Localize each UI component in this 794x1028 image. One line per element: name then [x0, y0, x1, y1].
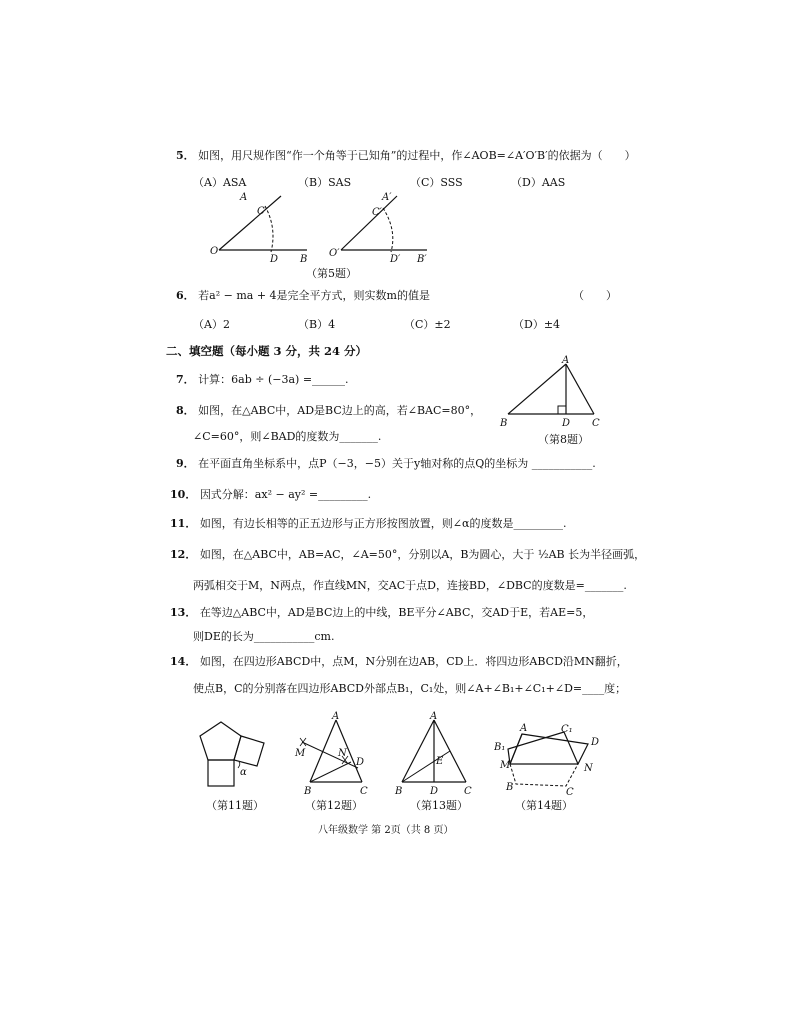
- q14-text-line2: 使点B，C的分别落在四边形ABCD外部点B₁，C₁处，则∠A+∠B₁+∠C₁+∠D=____度；: [193, 682, 627, 695]
- q14-stem-line1: 14． 如图，在四边形ABCD中，点M，N分别在边AB，CD上．将四边形ABCD沿MN翻折，: [170, 655, 628, 668]
- q6-option-c: （C）±2: [404, 318, 451, 331]
- q5-figure: [205, 188, 445, 268]
- q7-stem: 7． 计算：6ab ÷ (−3a) =______.: [176, 373, 349, 386]
- q5-number: 5: [176, 149, 184, 162]
- q5-option-b: （B）SAS: [298, 176, 352, 189]
- q8-label-d: D: [562, 418, 571, 429]
- q12-caption: （第12题）: [305, 799, 363, 812]
- q13-label-a: A: [430, 711, 438, 722]
- q12-figure: [292, 710, 372, 796]
- q8-figure: [498, 354, 608, 430]
- q13-label-c: C: [464, 786, 472, 796]
- q6-answer-paren: （ ）: [573, 289, 617, 302]
- q5-fig2-label-b: B′: [417, 254, 427, 265]
- q12-label-m: M: [295, 748, 306, 759]
- q5-fig2-label-d: D′: [390, 254, 401, 265]
- q10-text: 因式分解：ax² − ay² =_________.: [199, 488, 372, 501]
- q5-fig1-label-b: B: [300, 254, 308, 265]
- q14-label-b1: B₁: [494, 742, 506, 753]
- q5-figure-left: [210, 192, 307, 265]
- q11-text: 如图，有边长相等的正五边形与正方形按图放置，则∠α的度数是_________.: [199, 517, 567, 530]
- q11-number: 11: [170, 517, 186, 530]
- q13-text-line2: 则DE的长为___________cm.: [193, 630, 335, 643]
- q8-label-b: B: [500, 418, 508, 429]
- q12-text-line2: 两弧相交于M，N两点，作直线MN，交AC于点D，连接BD，∠DBC的度数是=_______.: [193, 579, 627, 592]
- q10-stem: 10． 因式分解：ax² − ay² =_________.: [170, 488, 372, 501]
- q12-label-a: A: [332, 711, 340, 722]
- section-2-title: 二、填空题（每小题 3 分，共 24 分）: [166, 344, 368, 358]
- q5-fig2-label-o: O′: [329, 248, 340, 259]
- q5-fig1-label-d: D: [270, 254, 279, 265]
- q5-stem: 5． 如图，用尺规作图“作一个角等于已知角”的过程中，作∠AOB=∠A′O′B′的依据为（ ）: [176, 149, 636, 162]
- q9-text: 在平面直角坐标系中，点P（−3，−5）关于y轴对称的点Q的坐标为 ___________.: [198, 457, 596, 470]
- q12-label-n: N: [338, 748, 347, 759]
- q12-text-line1: 如图，在△ABC中，AB=AC，∠A=50°，分别以A，B为圆心，大于 ½AB 长为半径画弧，: [199, 548, 646, 561]
- q8-stem-line1: 8． 如图，在△ABC中，AD是BC边上的高，若∠BAC=80°，: [176, 404, 482, 417]
- q13-label-b: B: [395, 786, 403, 796]
- q13-text-line1: 在等边△ABC中，AD是BC边上的中线，BE平分∠ABC，交AD于E，若AE=5，: [199, 606, 594, 619]
- q14-figure: [494, 716, 606, 796]
- q5-caption: （第5题）: [306, 267, 357, 280]
- q5-text: 如图，用尺规作图“作一个角等于已知角”的过程中，作∠AOB=∠A′O′B′的依据为（ ）: [198, 149, 636, 162]
- q13-label-e: E: [436, 756, 444, 767]
- q11-stem: 11． 如图，有边长相等的正五边形与正方形按图放置，则∠α的度数是_________.: [170, 517, 567, 530]
- q11-pentagon: [200, 722, 241, 760]
- q14-caption: （第14题）: [515, 799, 573, 812]
- q14-label-b: B: [506, 782, 514, 793]
- q5-fig1-label-a: A: [240, 192, 248, 203]
- q12-stem-line1: 12． 如图，在△ABC中，AB=AC，∠A=50°，分别以A，B为圆心，大于 ½AB 长为半径画弧，: [170, 548, 646, 561]
- q7-number: 7: [176, 373, 184, 386]
- q13-label-d: D: [430, 786, 439, 796]
- q8-caption: （第8题）: [538, 433, 589, 446]
- q14-number: 14: [170, 655, 186, 668]
- q11-square-bottom: [208, 760, 234, 786]
- q13-caption: （第13题）: [410, 799, 468, 812]
- q11-alpha-label: α: [240, 767, 247, 778]
- q5-figure-right: [329, 192, 427, 265]
- q12-label-d: D: [356, 757, 365, 768]
- q10-number: 10: [170, 488, 186, 501]
- q8-text-line1: 如图，在△ABC中，AD是BC边上的高，若∠BAC=80°，: [198, 404, 482, 417]
- q14-label-c: C: [566, 787, 574, 796]
- q14-label-m: M: [500, 760, 511, 771]
- q6-option-a: （A）2: [193, 318, 230, 331]
- q14-text-line1: 如图，在四边形ABCD中，点M，N分别在边AB，CD上．将四边形ABCD沿MN翻折，: [199, 655, 628, 668]
- q7-text: 计算：6ab ÷ (−3a) =______.: [198, 373, 349, 386]
- q11-figure: [194, 716, 274, 796]
- q14-label-n: N: [584, 763, 593, 774]
- q14-label-c1: C₁: [561, 724, 573, 735]
- q8-number: 8: [176, 404, 184, 417]
- q6-option-b: （B）4: [298, 318, 336, 331]
- q11-caption: （第11题）: [206, 799, 264, 812]
- q8-label-c: C: [592, 418, 600, 429]
- q5-fig1-label-o: O: [210, 246, 219, 257]
- q14-label-a: A: [520, 723, 528, 734]
- q12-number: 12: [170, 548, 186, 561]
- q9-stem: 9． 在平面直角坐标系中，点P（−3，−5）关于y轴对称的点Q的坐标为 ___________.: [176, 457, 596, 470]
- q5-option-a: （A）ASA: [193, 176, 247, 189]
- q11-square-right: [234, 736, 264, 766]
- q9-number: 9: [176, 457, 184, 470]
- q12-label-c: C: [360, 786, 368, 796]
- q5-fig2-label-a: A′: [382, 192, 392, 203]
- q5-option-d: （D）AAS: [511, 176, 566, 189]
- q6-option-d: （D）±4: [513, 318, 561, 331]
- q5-fig1-label-c: C: [257, 206, 265, 217]
- q6-number: 6: [176, 289, 184, 302]
- q13-number: 13: [170, 606, 186, 619]
- q8-text-line2: ∠C=60°，则∠BAD的度数为_______.: [193, 430, 382, 443]
- q5-fig2-label-c: C′: [372, 207, 382, 218]
- q5-option-c: （C）SSS: [410, 176, 463, 189]
- q6-stem: 6． 若a² − ma + 4是完全平方式，则实数m的值是: [176, 289, 430, 302]
- q14-label-d: D: [591, 737, 600, 748]
- q6-text: 若a² − ma + 4是完全平方式，则实数m的值是: [198, 289, 430, 302]
- q8-label-a: A: [562, 355, 570, 366]
- q12-label-b: B: [304, 786, 312, 796]
- q13-figure: [392, 710, 472, 796]
- q13-stem-line1: 13． 在等边△ABC中，AD是BC边上的中线，BE平分∠ABC，交AD于E，若AE=5，: [170, 606, 594, 619]
- page-footer: 八年级数学 第 2页（共 8 页）: [318, 825, 454, 836]
